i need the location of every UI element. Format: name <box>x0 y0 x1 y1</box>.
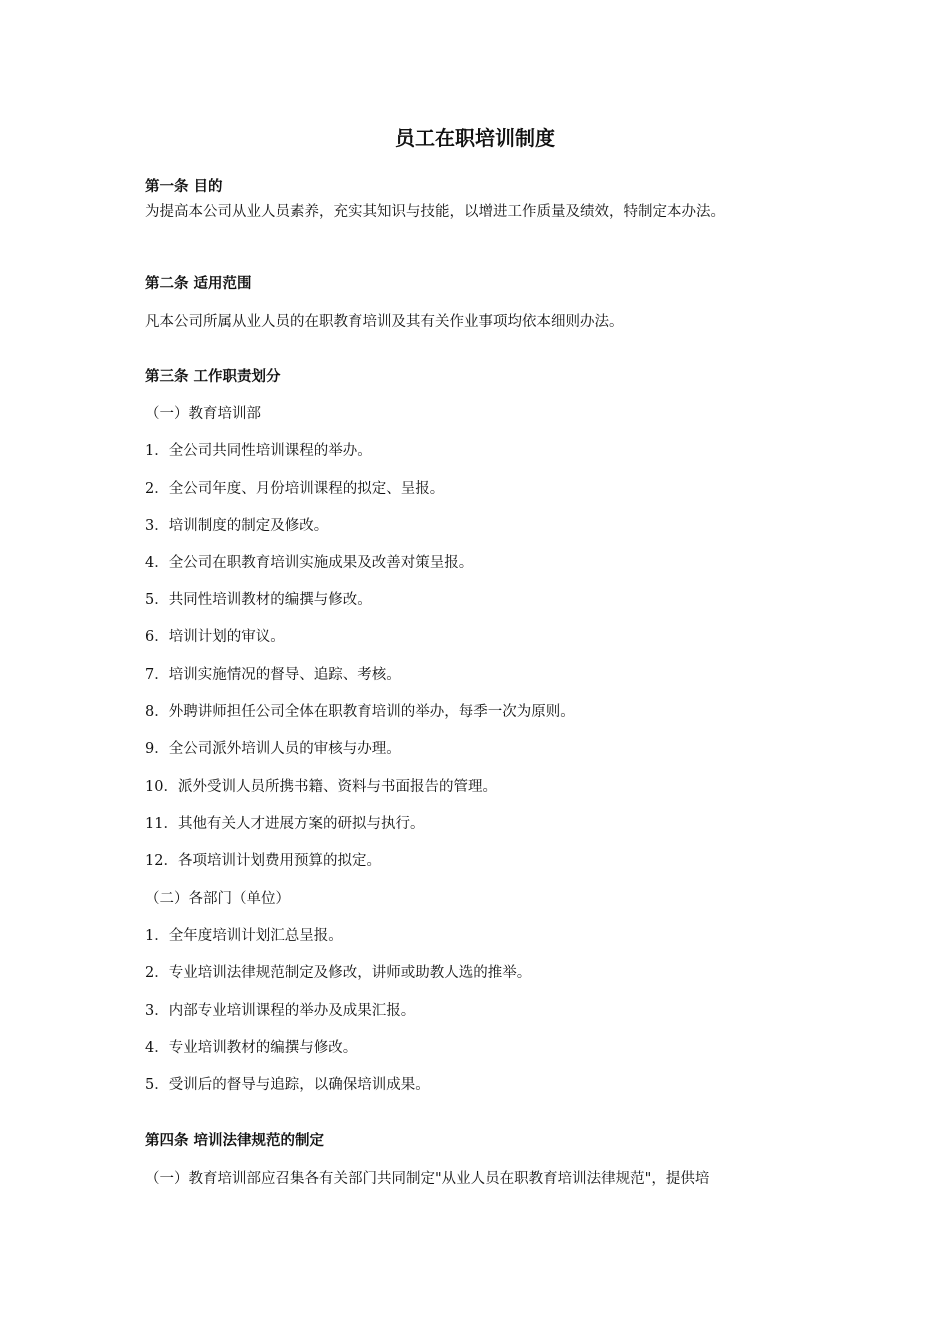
article-4-body: （一）教育培训部应召集各有关部门共同制定"从业人员在职教育培训法律规范"，提供培 <box>145 1171 710 1187</box>
article-4-heading: 第四条 培训法律规范的制定 <box>145 1133 325 1149</box>
article-2-body: 凡本公司所属从业人员的在职教育培训及其有关作业事项均依本细则办法。 <box>145 314 624 330</box>
list-item: 3．培训制度的制定及修改。 <box>145 518 329 534</box>
list-item: 7．培训实施情况的督导、追踪、考核。 <box>145 667 401 683</box>
list-item: 11．其他有关人才进展方案的研拟与执行。 <box>145 816 425 832</box>
list-item: 8．外聘讲师担任公司全体在职教育培训的举办，每季一次为原则。 <box>145 704 575 720</box>
list-item: 12．各项培训计划费用预算的拟定。 <box>145 853 381 869</box>
list-item: 2．全公司年度、月份培训课程的拟定、呈报。 <box>145 481 445 497</box>
article-3-heading: 第三条 工作职责划分 <box>145 369 281 385</box>
list-item: 2．专业培训法律规范制定及修改，讲师或助教人选的推举。 <box>145 965 532 981</box>
list-item: 6．培训计划的审议。 <box>145 629 285 645</box>
article-3-section-1-heading: （一）教育培训部 <box>145 406 261 422</box>
list-item: 9．全公司派外培训人员的审核与办理。 <box>145 741 401 757</box>
article-3-section-2-heading: （二）各部门（单位） <box>145 891 290 907</box>
list-item: 3．内部专业培训课程的举办及成果汇报。 <box>145 1003 416 1019</box>
document-title: 员工在职培训制度 <box>395 126 555 150</box>
article-2-heading: 第二条 适用范围 <box>145 276 252 292</box>
article-1-body: 为提高本公司从业人员素养，充实其知识与技能，以增进工作质量及绩效，特制定本办法。 <box>145 204 725 220</box>
list-item: 4．全公司在职教育培训实施成果及改善对策呈报。 <box>145 555 474 571</box>
list-item: 1．全公司共同性培训课程的举办。 <box>145 443 372 459</box>
list-item: 5．共同性培训教材的编撰与修改。 <box>145 592 372 608</box>
list-item: 4．专业培训教材的编撰与修改。 <box>145 1040 358 1056</box>
article-1-heading: 第一条 目的 <box>145 179 223 195</box>
list-item: 1．全年度培训计划汇总呈报。 <box>145 928 343 944</box>
list-item: 5．受训后的督导与追踪，以确保培训成果。 <box>145 1077 430 1093</box>
list-item: 10．派外受训人员所携书籍、资料与书面报告的管理。 <box>145 779 497 795</box>
